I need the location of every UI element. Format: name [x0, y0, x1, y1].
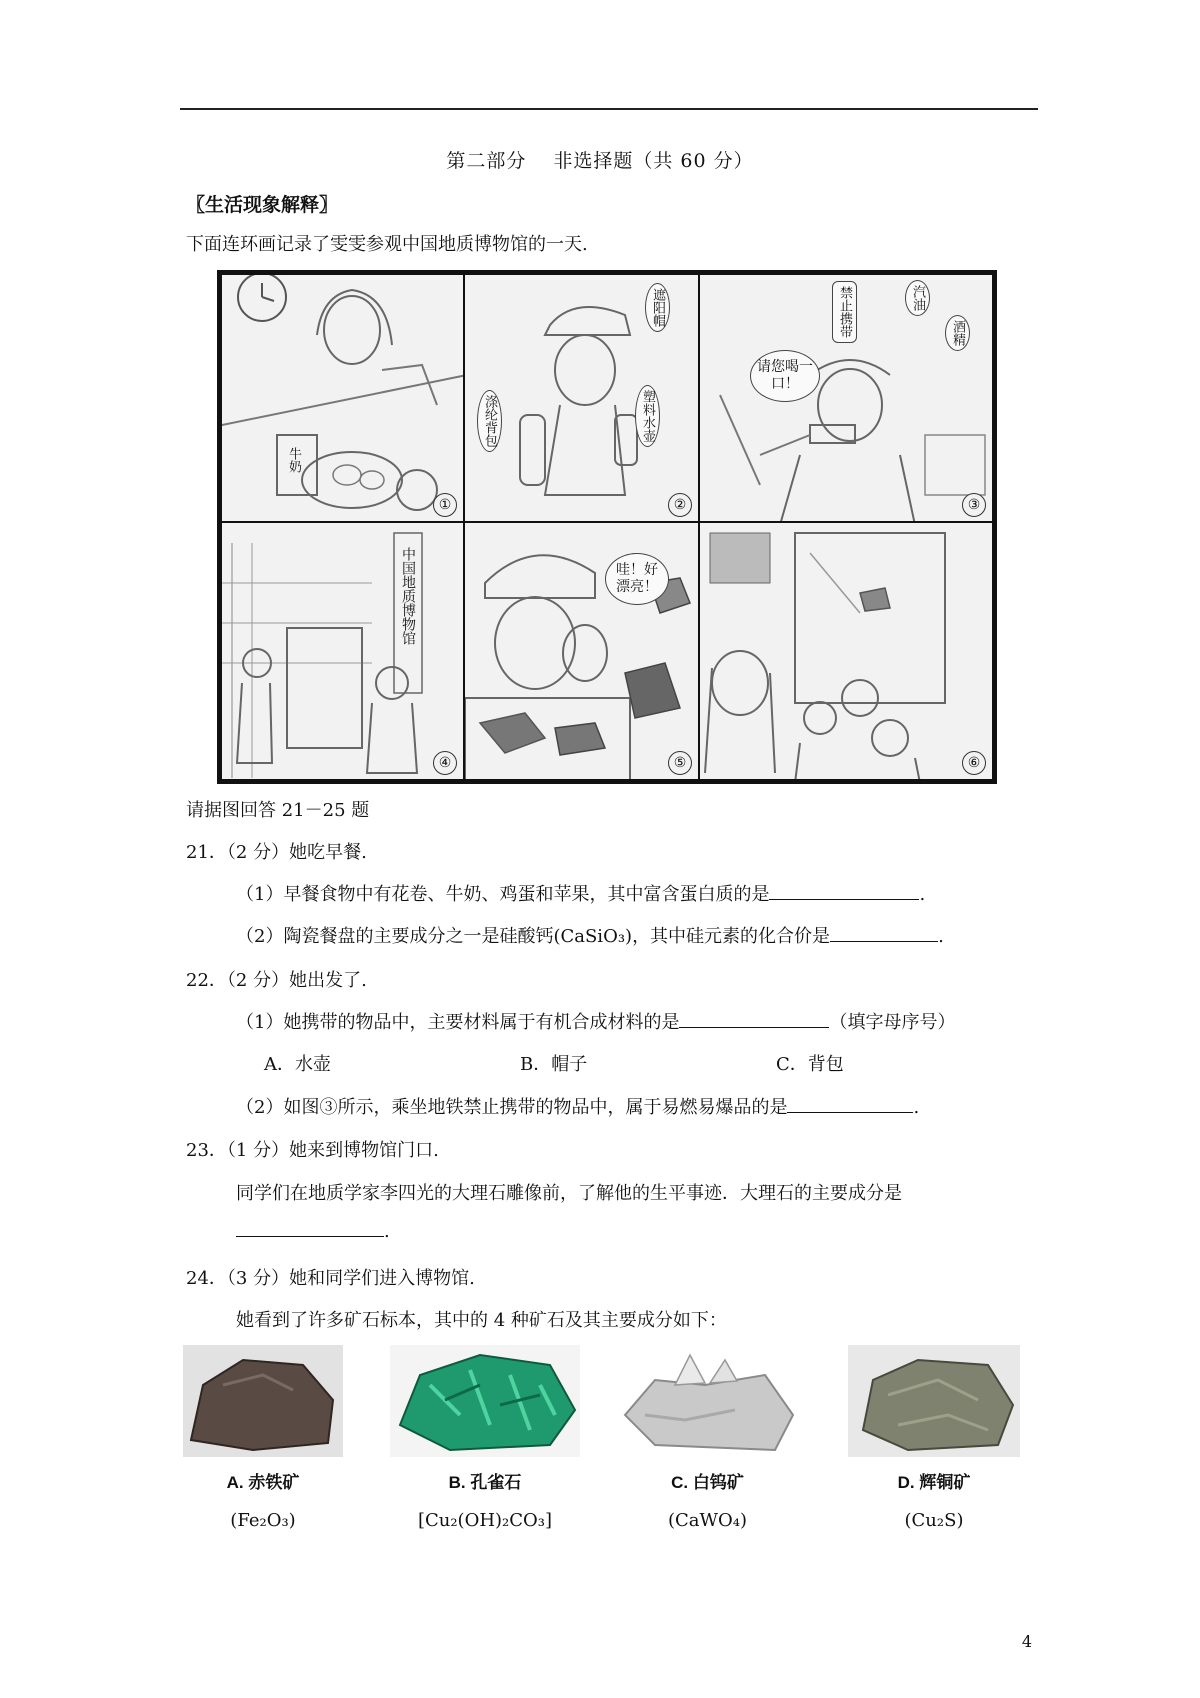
q21-stem: 21．（2 分）她吃早餐. — [186, 842, 367, 863]
answer-blank[interactable] — [769, 899, 919, 900]
milk-carton-text: 牛奶 — [286, 447, 301, 473]
mineral-photo-chalcocite — [848, 1345, 1020, 1457]
mineral-label-a: A. 赤铁矿 — [226, 1473, 300, 1492]
panel-number: ② — [668, 493, 692, 517]
q22-stem: 22．（2 分）她出发了. — [186, 970, 367, 991]
option-c: C．背包 — [776, 1054, 844, 1075]
mineral-formula-c: (CaWO₄) — [667, 1510, 748, 1531]
instruction-text: 请据图回答 21－25 题 — [186, 800, 370, 821]
answer-blank[interactable] — [787, 1112, 913, 1113]
comic-panel-3 — [698, 273, 994, 523]
panel-number: ④ — [433, 751, 457, 775]
hematite-rock — [183, 1345, 343, 1457]
museum-sign: 中国地质博物馆 — [400, 547, 416, 645]
comic-panel-4 — [220, 521, 465, 781]
q22-part2: （2）如图③所示，乘坐地铁禁止携带的物品中，属于易燃易爆品的是 . — [236, 1097, 920, 1118]
mineral-label-d: D. 辉铜矿 — [897, 1473, 971, 1492]
q23-stem: 23．（1 分）她来到博物馆门口. — [186, 1140, 439, 1161]
q22-part1-text: （1）她携带的物品中，主要材料属于有机合成材料的是 — [236, 1012, 680, 1033]
speech-bubble: 请您喝一口！ — [750, 350, 820, 402]
malachite-rock — [390, 1345, 580, 1457]
option-b: B．帽子 — [520, 1054, 588, 1075]
panel-number: ⑥ — [962, 751, 986, 775]
scheelite-rock — [615, 1345, 800, 1457]
answer-blank[interactable] — [236, 1236, 384, 1237]
panel-number: ⑤ — [668, 751, 692, 775]
mineral-formula-a: (Fe₂O₃) — [230, 1510, 296, 1531]
top-rule — [180, 108, 1038, 110]
page-number: 4 — [1021, 1632, 1032, 1651]
hematite-shape — [191, 1360, 333, 1450]
answer-blank[interactable] — [679, 1027, 829, 1028]
comic-panel-2 — [463, 273, 700, 523]
comic-panel-6 — [698, 521, 994, 781]
q21-part2-text: （2）陶瓷餐盘的主要成分之一是硅酸钙 — [236, 926, 554, 947]
panel-4-drawing — [222, 523, 465, 781]
mineral-photo-hematite — [183, 1345, 343, 1457]
mineral-formula-d: (Cu₂S) — [904, 1510, 964, 1531]
panel-number: ③ — [962, 493, 986, 517]
mineral-photo-scheelite — [615, 1345, 800, 1457]
panel-number: ① — [433, 493, 457, 517]
answer-blank[interactable] — [830, 941, 938, 942]
q22-part1-hint: （填字母序号） — [829, 1012, 956, 1033]
mineral-label-c: C. 白钨矿 — [671, 1473, 744, 1492]
speech-bubble: 塑料水壶 — [635, 385, 660, 447]
q23-body: 同学们在地质学家李四光的大理石雕像前，了解他的生平事迹．大理石的主要成分是 — [236, 1183, 902, 1204]
q21-part2-suffix: ，其中硅元素的化合价是 — [632, 926, 831, 947]
panel-6-drawing — [700, 523, 994, 781]
mineral-photo-malachite — [390, 1345, 580, 1457]
gasoline-bottle: 汽油 — [905, 280, 930, 316]
q24-stem: 24．（3 分）她和同学们进入博物馆. — [186, 1268, 475, 1289]
q24-body: 她看到了许多矿石标本，其中的 4 种矿石及其主要成分如下： — [236, 1310, 727, 1331]
formula-casio3: (CaSiO₃) — [553, 926, 633, 947]
speech-bubble: 涤纶背包 — [477, 390, 502, 452]
option-a: A．水壶 — [264, 1054, 331, 1075]
part-title: 第二部分 非选择题（共 60 分） — [446, 150, 754, 172]
mineral-label-b: B. 孔雀石 — [448, 1473, 522, 1492]
panel-1-drawing — [222, 275, 465, 523]
speech-bubble: 哇！好漂亮！ — [605, 553, 669, 605]
q23-answer-line: . — [236, 1221, 390, 1242]
comic-panel-1 — [220, 273, 465, 523]
section-title: 〖生活现象解释〗 — [186, 194, 339, 216]
intro-text: 下面连环画记录了雯雯参观中国地质博物馆的一天. — [186, 234, 588, 255]
q22-part1 — [236, 1008, 955, 1034]
q21-part1-text: （1）早餐食物中有花卷、牛奶、鸡蛋和苹果，其中富含蛋白质的是 — [236, 884, 770, 905]
comic-panel-5 — [463, 521, 700, 781]
prohibition-sign: 禁止携带 — [832, 281, 857, 343]
speech-bubble: 遮阳帽 — [645, 283, 670, 332]
chalcocite-rock — [848, 1345, 1020, 1457]
alcohol-bottle: 酒精 — [945, 315, 970, 351]
q22-part2-text: （2）如图③所示，乘坐地铁禁止携带的物品中，属于易燃易爆品的是 — [236, 1097, 788, 1118]
comic-strip — [217, 270, 997, 784]
mineral-formula-b: [Cu₂(OH)₂CO₃] — [417, 1510, 553, 1531]
panel-5-drawing — [465, 523, 700, 781]
q21-part1: （1）早餐食物中有花卷、牛奶、鸡蛋和苹果，其中富含蛋白质的是 . — [236, 884, 926, 905]
q21-part2: （2）陶瓷餐盘的主要成分之一是硅酸钙(CaSiO₃)，其中硅元素的化合价是 . — [236, 926, 944, 947]
